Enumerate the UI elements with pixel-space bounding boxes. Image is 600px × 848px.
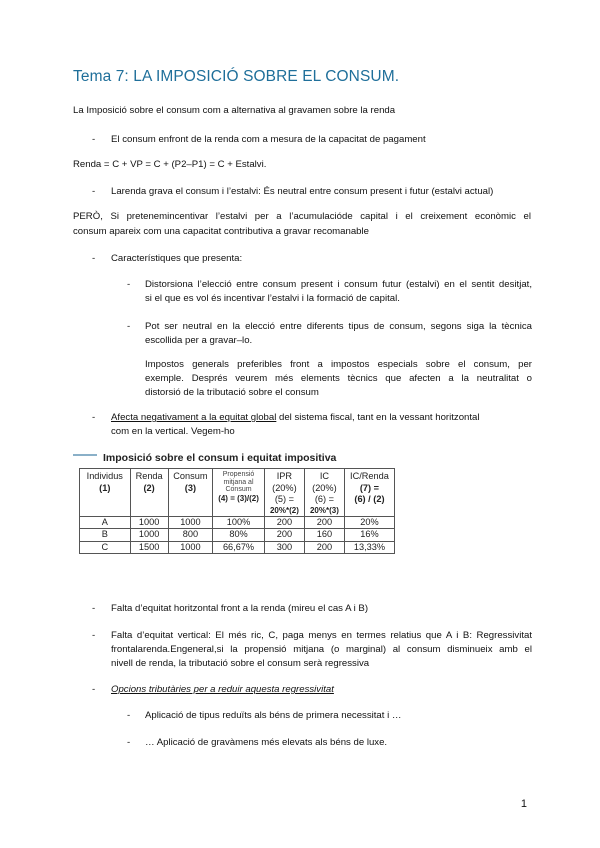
table-cell: 100% [213, 516, 265, 529]
pero-line-2: consum apareix com una capacitat contributiva a gravar recomanable [73, 226, 369, 237]
impostos-line-2: exemple. Després veurem més elements tècnics que afecten a la neutralitat o [145, 372, 532, 384]
pero-line-1: PERÒ, Si pretenemincentivar l’estalvi per a l’acumulacióde capital i el creixement econòmic el [73, 211, 531, 222]
bullet-text-line-2: escollida per a gravar–lo. [145, 335, 253, 346]
table-cell: A [80, 516, 131, 529]
table-cell: 13,33% [344, 541, 394, 554]
intro-text: La Imposició sobre el consum com a alternativa al gravamen sobre la renda [73, 105, 396, 116]
page-title: Tema 7: LA IMPOSICIÓ SOBRE EL CONSUM. [73, 68, 400, 85]
table-cell: 200 [304, 541, 344, 554]
table-cell: C [80, 541, 131, 554]
bullet-dash: - [127, 737, 131, 748]
table-cell: 800 [168, 529, 212, 542]
header-ic: IC (20%) (6) = 20%*(3) [304, 469, 344, 517]
bullet-dash: - [92, 186, 96, 197]
bullet-text-line-2: si el que es vol és incentivar l’estalvi i la formació de capital. [145, 293, 400, 304]
header-ipr: IPR (20%) (5) = 20%*(2) [264, 469, 304, 517]
table-cell: 66,67% [213, 541, 265, 554]
bullet-text-line-1 [111, 411, 532, 425]
table-header-row [80, 469, 395, 517]
header-ic-renda: IC/Renda (7) = (6) / (2) [344, 469, 394, 517]
table-cell: 1000 [130, 516, 168, 529]
table-cell: 1500 [130, 541, 168, 554]
rest-phrase: del sistema fiscal, tant en la vessant horitzontal [276, 412, 480, 423]
bullet-dash: - [127, 710, 131, 721]
header-individus: Individus (1) [80, 469, 131, 517]
table-cell: 80% [213, 529, 265, 542]
figure-marker [73, 454, 97, 456]
impostos-paragraph [145, 358, 532, 400]
bullet-text-line-1: Pot ser neutral en la elecció entre diferents tipus de consum, segons siga la tècnica [145, 321, 532, 332]
header-consum: Consum (3) [168, 469, 212, 517]
page-number: 1 [520, 798, 527, 810]
equity-table [79, 468, 395, 554]
bullet-text-line-2: com en la vertical. Vegem-ho [111, 426, 235, 437]
bullet-text: El consum enfront de la renda com a mesura de la capacitat de pagament [111, 134, 426, 145]
bullet-text: … Aplicació de gravàmens més elevats als béns de luxe. [145, 737, 388, 748]
table-row [80, 541, 395, 554]
bullet-dash: - [92, 603, 96, 614]
bullet-text-line-1: Falta d’equitat vertical: El més ric, C, paga menys en termes relatius que A i B: Regressivitat [111, 630, 532, 641]
table-cell: 1000 [168, 541, 212, 554]
bullet-text: Aplicació de tipus reduïts als béns de primera necessitat i … [145, 710, 402, 721]
bullet-text: Opcions tributàries per a reduir aquesta regressivitat [111, 684, 334, 695]
table-cell: 200 [304, 516, 344, 529]
table-title: Imposició sobre el consum i equitat impositiva [103, 452, 337, 464]
bullet-dash: - [92, 253, 96, 264]
bullet-dash: - [127, 279, 131, 290]
bullet-dash: - [92, 684, 96, 695]
header-propensio: Propensió mitjana al Consum (4) = (3)/(2) [213, 469, 265, 517]
bullet-text: Larenda grava el consum i l’estalvi: És neutral entre consum present i futur (estalvi actual) [111, 186, 494, 197]
table-cell: 300 [264, 541, 304, 554]
table-cell: 16% [344, 529, 394, 542]
formula-text: Renda = C + VP = C + (P2–P1) = C + Estalvi. [73, 159, 267, 170]
bullet-text: Característiques que presenta: [111, 253, 243, 264]
bullet-text-line-2: frontalarenda.Engeneral,si la propensió mitjana (o marginal) al consum disminueix amb el [111, 644, 532, 655]
table-cell: 160 [304, 529, 344, 542]
impostos-line-3: distorsió de la tributació sobre el consum [145, 386, 319, 398]
bullet-dash: - [92, 134, 96, 145]
equity-table-figure [73, 448, 395, 576]
underlined-phrase: Afecta negativament a la equitat global [111, 412, 277, 423]
bullet-text-line-1: Distorsiona l’elecció entre consum present i consum futur (estalvi) en el sentit desitjat, [145, 279, 532, 290]
table-cell: 1000 [130, 529, 168, 542]
table-cell: 1000 [168, 516, 212, 529]
bullet-text-line-3: nivell de renda, la tributació sobre el consum serà regressiva [111, 658, 370, 669]
bullet-text: Falta d’equitat horitzontal front a la renda (mireu el cas A i B) [111, 603, 369, 614]
impostos-line-1: Impostos generals preferibles front a impostos especials sobre el consum, per [145, 359, 532, 370]
table-cell: 200 [264, 529, 304, 542]
bullet-dash: - [92, 412, 96, 423]
table-row [80, 529, 395, 542]
bullet-dash: - [127, 321, 131, 332]
table-row [80, 516, 395, 529]
bullet-dash: - [92, 630, 96, 641]
table-cell: B [80, 529, 131, 542]
header-renda: Renda (2) [130, 469, 168, 517]
table-cell: 20% [344, 516, 394, 529]
table-cell: 200 [264, 516, 304, 529]
